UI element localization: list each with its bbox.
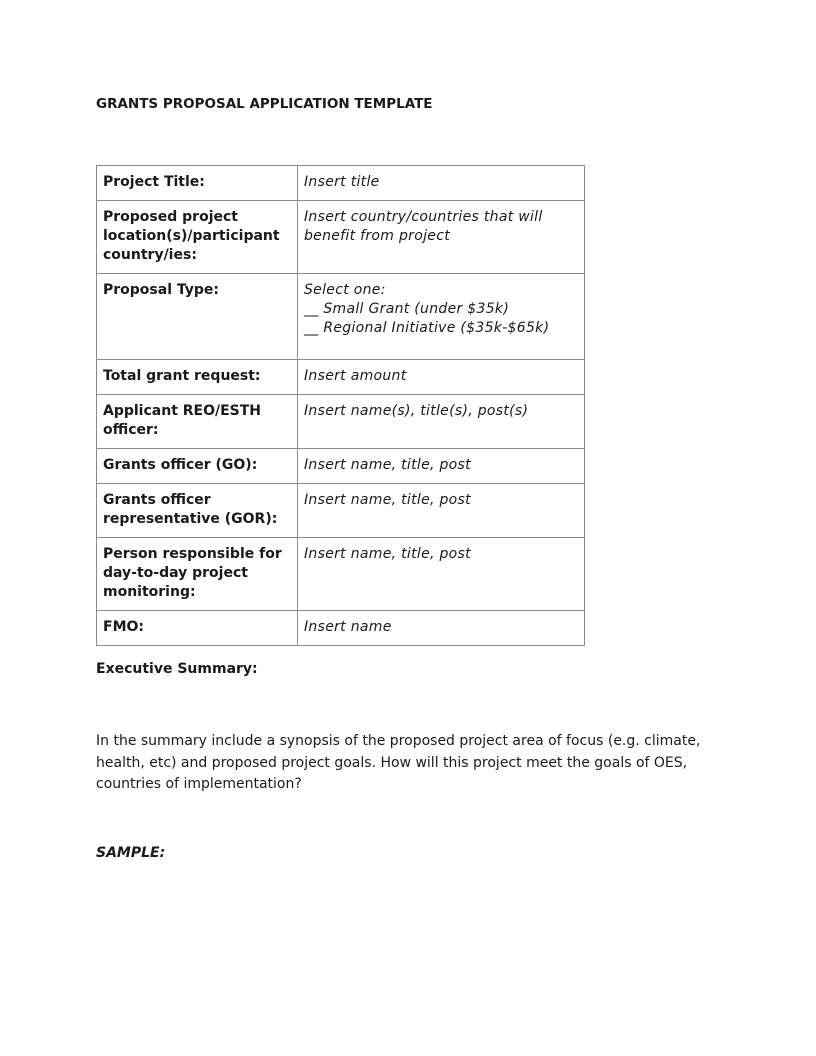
row-label: Grants officer representative (GOR):	[97, 484, 298, 538]
executive-summary-body: In the summary include a synopsis of the proposed project area of focus (e.g. climate, health, etc) and proposed project goals. How will this project meet the goals of OES, countries of implementation?	[96, 733, 701, 792]
row-value	[298, 538, 585, 611]
table-row	[97, 201, 585, 274]
table-row	[97, 484, 585, 538]
table-row	[97, 360, 585, 395]
value-text: Insert name(s), title(s), post(s)	[304, 403, 529, 419]
row-value	[298, 611, 585, 646]
row-value	[298, 274, 585, 360]
table-row	[97, 611, 585, 646]
value-text: Insert country/countries that will benefit from project	[304, 209, 543, 244]
value-option-small-grant: __ Small Grant (under $35k)	[304, 301, 510, 317]
row-label: FMO:	[97, 611, 298, 646]
row-label: Proposed project location(s)/participant country/ies:	[97, 201, 298, 274]
table-row	[97, 449, 585, 484]
row-label: Applicant REO/ESTH officer:	[97, 395, 298, 449]
value-text: Insert name, title, post	[304, 457, 471, 473]
table-row	[97, 166, 585, 201]
table-row	[97, 395, 585, 449]
value-text: Insert title	[304, 174, 380, 190]
row-value	[298, 484, 585, 538]
row-label: Project Title:	[97, 166, 298, 201]
executive-summary-heading: Executive Summary:	[96, 661, 258, 677]
value-text: Insert name, title, post	[304, 546, 471, 562]
row-value	[298, 449, 585, 484]
row-label: Total grant request:	[97, 360, 298, 395]
row-label: Grants officer (GO):	[97, 449, 298, 484]
value-text: Insert amount	[304, 368, 407, 384]
row-value	[298, 395, 585, 449]
row-value	[298, 201, 585, 274]
row-label: Proposal Type:	[97, 274, 298, 360]
row-value	[298, 360, 585, 395]
row-label: Person responsible for day-to-day project monitoring:	[97, 538, 298, 611]
sample-label: SAMPLE:	[96, 845, 166, 861]
project-info-table	[96, 165, 585, 646]
table-row	[97, 538, 585, 611]
table-row	[97, 274, 585, 360]
document-title: GRANTS PROPOSAL APPLICATION TEMPLATE	[96, 96, 433, 112]
row-value	[298, 166, 585, 201]
value-text: Insert name	[304, 619, 392, 635]
value-text: Insert name, title, post	[304, 492, 471, 508]
value-text: Select one:	[304, 282, 386, 298]
value-option-regional-initiative: __ Regional Initiative ($35k-$65k)	[304, 320, 550, 336]
